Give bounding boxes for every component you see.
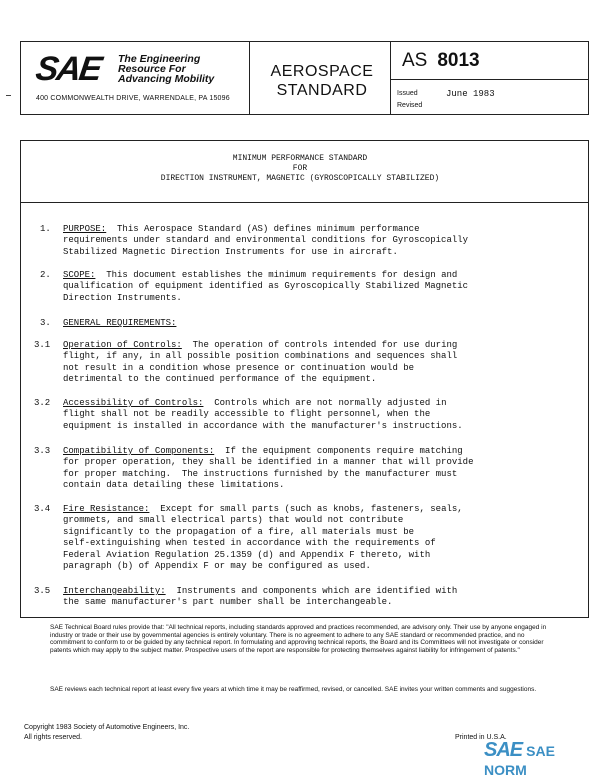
doc-number-value: 8013 (437, 50, 480, 71)
section-line: flight shall not be readily accessible to flight personnel, when the (63, 409, 431, 420)
doc-number (402, 50, 480, 72)
section-number: 1. (40, 224, 51, 234)
tagline-line: The Engineering (118, 53, 201, 65)
section-heading: Compatibility of Components: (63, 446, 215, 456)
doc-type-line: AEROSPACE (270, 63, 374, 80)
header-rule (390, 79, 589, 80)
tagline-line: Advancing Mobility (118, 73, 215, 85)
section-line: significantly to the propagation of a fire, all materials must be (63, 526, 415, 537)
section-text (63, 398, 463, 432)
section-number: 3. (40, 318, 51, 328)
section-number: 2. (40, 270, 51, 280)
section-line: qualification of equipment identified as Gyroscopically Stabilized Magnetic (63, 281, 469, 292)
section-text (63, 318, 176, 329)
section-line: self-extinguishing when tested in accordance with the requirements of (63, 538, 436, 549)
section-line-text: If the equipment components require matching (225, 446, 463, 456)
section-line-text: The operation of controls intended for use during (192, 340, 458, 350)
margin-mark (6, 95, 11, 96)
section-line (63, 504, 463, 515)
section-heading: Operation of Controls: (63, 340, 182, 350)
section-line: paragraph (b) of Appendix F or may be configured as used. (63, 561, 371, 572)
section-heading: GENERAL REQUIREMENTS: (63, 318, 177, 328)
section-line: requirements under standard and environmental conditions for Gyroscopically (63, 235, 469, 246)
section-line (63, 446, 473, 457)
header-divider (390, 42, 391, 114)
section-line (63, 586, 457, 597)
revised-label: Revised (397, 102, 423, 109)
header-divider (249, 42, 250, 114)
section-heading: Interchangeability: (63, 586, 166, 596)
sae-logo: SAE (33, 50, 103, 88)
review-note: SAE reviews each technical report at least every five years at which time it may be reaffirmed, revised, or cancelled. SAE invites your written comments and suggestions. (50, 686, 537, 693)
title-separator (20, 202, 589, 203)
section-number: 3.5 (34, 586, 51, 596)
section-line: contain data detailing these limitations. (63, 480, 285, 491)
section-line: not result in a condition whose presence or continuation would be (63, 362, 415, 373)
policy-note: SAE Technical Board rules provide that: "All technical reports, including standards approved and practices recommended, are advisory only. Their use by anyone engaged in industry or trade or their use by governmental agencies is entirely voluntary. There is no agreement to adhere to any SAE standard or recommended practice, and no commitment to conform to or be guided by any technical report. In formulating and approving technical reports, the Board and its Committees will not investigate or consider patents which may apply to the subject matter. Prospective users of the report are responsible for protecting themselves against liability for infringement of patents." (50, 624, 547, 654)
section-line (63, 318, 176, 329)
section-text (63, 586, 457, 609)
section-text (63, 446, 473, 492)
section-text (63, 504, 463, 572)
issued-date: June 1983 (446, 89, 495, 99)
address: 400 COMMONWEALTH DRIVE, WARRENDALE, PA 15096 (36, 95, 230, 102)
doc-type-line: STANDARD (276, 82, 368, 99)
copyright: Copyright 1983 Society of Automotive Engineers, Inc. (24, 724, 190, 731)
title-line: DIRECTION INSTRUMENT, MAGNETIC (GYROSCOPICALLY STABILIZED) (160, 174, 440, 183)
watermark-logo: SAE (484, 739, 523, 761)
section-line-text: Except for small parts (such as knobs, fasteners, seals, (160, 504, 463, 514)
section-number: 3.3 (34, 446, 51, 456)
section-line (63, 398, 463, 409)
section-number: 3.4 (34, 504, 51, 514)
section-line-text: This document establishes the minimum requirements for design and (106, 270, 458, 280)
section-text (63, 270, 468, 304)
section-line: grommets, and small electrical parts) that would not contribute (63, 515, 404, 526)
section-line: for proper operation, they shall be identified in a manner that will provide (63, 457, 474, 468)
section-heading: Fire Resistance: (63, 504, 150, 514)
logo-tagline (118, 54, 214, 84)
section-line (63, 224, 468, 235)
section-line: Direction Instruments. (63, 292, 182, 303)
document-title (100, 154, 500, 184)
section-line (63, 270, 468, 281)
section-line: flight, if any, in all possible position combinations and sequences shall (63, 351, 458, 362)
section-line: detrimental to the continued performance of the equipment. (63, 374, 377, 385)
title-line: FOR (292, 164, 308, 173)
section-heading: SCOPE: (63, 270, 96, 280)
section-line-text: This Aerospace Standard (AS) defines minimum performance (117, 224, 420, 234)
issued-label: Issued (397, 90, 418, 97)
printed-in: Printed in U.S.A. (455, 734, 507, 741)
section-line: the same manufacturer's part number shall be interchangeable. (63, 597, 393, 608)
section-line: for proper matching. The instructions furnished by the manufacturer must (63, 468, 458, 479)
section-line-text: Controls which are not normally adjusted in (214, 398, 447, 408)
section-number: 3.1 (34, 340, 51, 350)
tagline-line: Resource For (118, 63, 186, 75)
section-line: Stabilized Magnetic Direction Instruments for use in aircraft. (63, 246, 398, 257)
doc-prefix: AS (402, 50, 428, 71)
watermark-text: SAE NORM (484, 743, 555, 778)
rights: All rights reserved. (24, 734, 82, 741)
section-heading: PURPOSE: (63, 224, 107, 234)
section-number: 3.2 (34, 398, 51, 408)
section-line: Federal Aviation Regulation 25.1359 (d) and Appendix F thereto, with (63, 549, 431, 560)
section-text (63, 224, 468, 258)
doc-type (262, 62, 382, 100)
section-heading: Accessibility of Controls: (63, 398, 204, 408)
section-line (63, 340, 457, 351)
title-line: MINIMUM PERFORMANCE STANDARD (232, 154, 368, 163)
section-text (63, 340, 457, 386)
section-line: equipment is installed in accordance with the manufacturer's instructions. (63, 420, 463, 431)
section-line-text: Instruments and components which are identified with (176, 586, 458, 596)
